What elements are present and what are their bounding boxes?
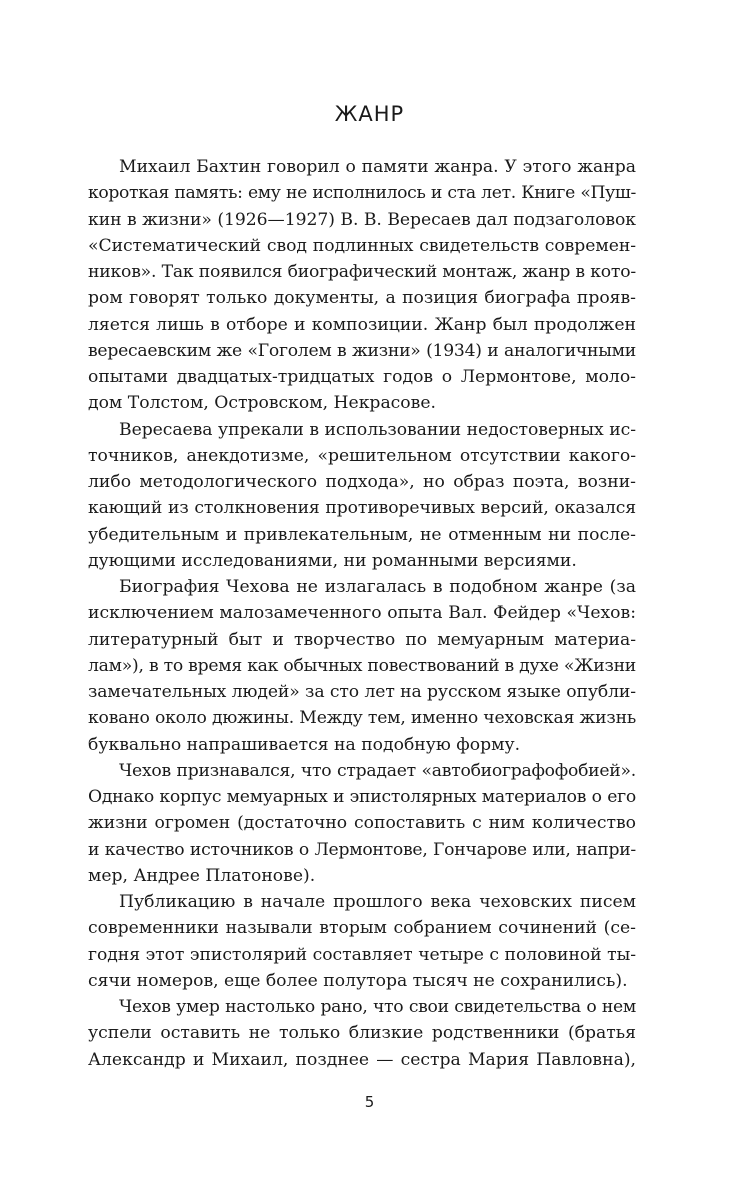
text-line: Биография Чехова не излагалась в подобном жанре (за (119, 577, 636, 597)
page-number: 5 (364, 1093, 375, 1111)
text-line: опытами двадцатых-тридцатых годов о Лермонтове, моло- (88, 367, 636, 387)
paragraph (88, 154, 636, 417)
text-line: вересаевским же «Гоголем в жизни» (1934) и аналогичными (88, 340, 636, 361)
text-line: «Систематический свод подлинных свидетельств современ- (88, 235, 636, 256)
text-line: короткая память: ему не исполнилось и ста лет. Книге «Пуш- (88, 183, 636, 204)
text-line: современники называли вторым собранием сочинений (се- (88, 918, 636, 939)
text-line: Чехов умер настолько рано, что свои свидетельства о нем (119, 997, 636, 1017)
text-line: буквально напрашивается на подобную форму. (88, 734, 521, 755)
text-line: жизни огромен (достаточно сопоставить с ним количество (88, 813, 636, 834)
text-line: годня этот эпистолярий составляет четыре с половиной ты- (88, 944, 636, 965)
text-line: дующими исследованиями, ни романными версиями. (88, 550, 577, 571)
text-line: мер, Андрее Платонове). (88, 865, 316, 886)
text-line: успели оставить не только близкие родственники (братья (88, 1023, 636, 1044)
text-line: лам»), в то время как обычных повествований в духе «Жизни (88, 655, 636, 676)
text-line: Вересаева упрекали в использовании недостоверных ис- (119, 419, 636, 440)
text-line: и качество источников о Лермонтове, Гончарове или, напри- (88, 839, 636, 860)
body-text (88, 154, 636, 1073)
text-line: ковано около дюжины. Между тем, именно чеховская жизнь (88, 708, 636, 729)
text-line: кин в жизни» (1926—1927) В. В. Вересаев дал подзаголовок (88, 209, 636, 230)
paragraph (88, 994, 636, 1073)
text-line: литературный быт и творчество по мемуарным материа- (88, 629, 636, 650)
text-line: Михаил Бахтин говорил о памяти жанра. У этого жанра (119, 157, 636, 177)
text-line: дом Толстом, Островском, Некрасове. (88, 393, 436, 414)
chapter-title: ЖАНР (334, 102, 405, 126)
text-line: либо методологического подхода», но образ поэта, возни- (88, 472, 636, 492)
text-line: точников, анекдотизме, «решительном отсутствии какого- (88, 445, 636, 466)
text-line: кающий из столкновения противоречивых версий, оказался (88, 498, 636, 519)
text-line: исключением малозамеченного опыта Вал. Фейдер «Чехов: (88, 603, 636, 624)
text-line: ляется лишь в отборе и композиции. Жанр был продолжен (88, 314, 636, 335)
text-line: ников». Так появился биографический монтаж, жанр в кото- (88, 262, 636, 282)
text-line: сячи номеров, еще более полутора тысяч не сохранились). (88, 970, 628, 991)
paragraph (88, 417, 636, 575)
paragraph (88, 574, 636, 758)
paragraph (88, 889, 636, 994)
text-line: Однако корпус мемуарных и эпистолярных материалов о его (88, 787, 636, 807)
paragraph (88, 758, 636, 889)
text-line: ром говорят только документы, а позиция биографа прояв- (88, 288, 636, 309)
text-line: Чехов признавался, что страдает «автобиографофобией». (119, 760, 636, 781)
text-line: Александр и Михаил, позднее — сестра Мария Павловна), (88, 1049, 636, 1070)
text-line: убедительным и привлекательным, не отменным ни после- (88, 524, 636, 545)
text-line: Публикацию в начале прошлого века чеховских писем (119, 892, 636, 912)
text-line: замечательных людей» за сто лет на русском языке опубли- (88, 682, 636, 702)
